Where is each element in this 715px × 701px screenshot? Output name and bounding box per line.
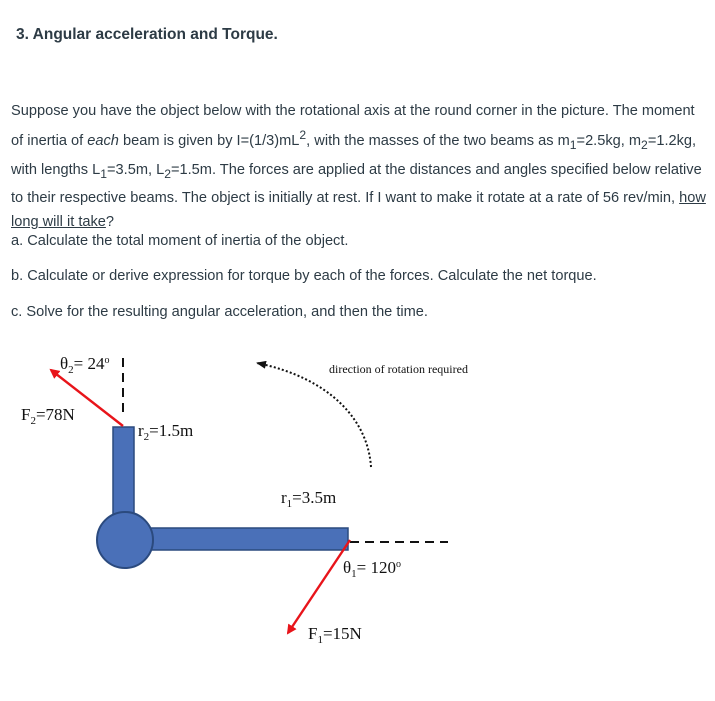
direction-label: direction of rotation required <box>329 362 468 376</box>
part-c: c. Solve for the resulting angular acceleration, and then the time. <box>11 304 428 320</box>
rotation-direction-arrow <box>257 363 371 467</box>
part-a: a. Calculate the total moment of inertia of the object. <box>11 233 349 249</box>
theta2-label: $\theta_2= 24^o$ <box>60 354 110 376</box>
r1-label: $r_1=3.5m$ <box>281 488 337 510</box>
part-b: b. Calculate or derive expression for torque by each of the forces. Calculate the net torque. <box>11 268 597 284</box>
f1-label: $F_1=15N$ <box>308 624 362 646</box>
emphasis-each: each <box>87 133 119 150</box>
underlined-question: how long will it take <box>11 189 706 231</box>
question-text: Suppose you have the object below with the rotational axis at the round corner in the picture. The moment of inertia of each beam is given by $I=(1/3)mL^2$, with the masses of the two beams as $m_1=2.5kg$, $m_2=1.2kg$, with lengths $L_1=3.5m$, $L_2=1.5m$. The forces are applied at the distances and angles specified below relative to their respective beams. The object is initially at rest. If I want to make it rotate at a rate of 56 rev/min, how long will it take? <box>11 103 706 231</box>
theta1-label: $\theta_1= 120^o$ <box>343 558 401 580</box>
beam-1 <box>134 528 348 550</box>
r2-label: $r_2=1.5m$ <box>138 421 194 443</box>
question-title: 3. Angular acceleration and Torque. <box>16 26 278 43</box>
pivot-axis <box>97 512 153 568</box>
force-f1-arrow <box>288 540 350 633</box>
f2-label: $F_2=78N$ <box>21 405 75 427</box>
